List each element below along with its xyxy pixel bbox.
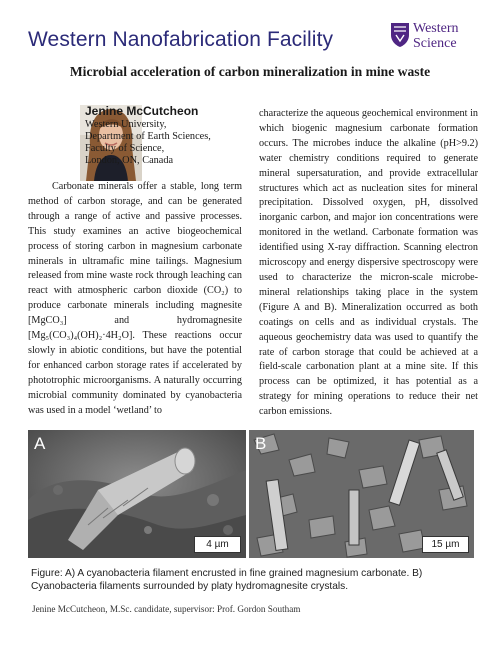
affiliation-line: Western University, <box>85 119 167 130</box>
abstract-right-column: characterize the aqueous geochemical environment in which biogenic magnesium carbonate formation occurs. The microbes induce the alkaline (pH>9.2) water chemistry conditions required to generate mineral supersaturation, and provide extracellular structures which act as nucleation sites for mineral precipitation. Dissolved oxygen, pH, dissolved inorganic carbon, and major ion concentrations were monitored in the wetland. Carbonate formation was identified using X-ray diffraction. Scanning electron microscopy and energy dispersive spectroscopy were used to characterize the micron-scale microbe-mineral relationships taking place in the system (Figure A and B). Mineralization occurred as both coatings on cells and as individual crystals. The aqueous geochemistry data was used to quantify the rate of carbon storage that could be achieved at a field-scale carbonation plant at a mine site. If this process can be optimized, it has potential as a strategy for mining operations to reduce their net carbon emissions. <box>259 108 478 418</box>
panel-label-a: A <box>34 434 46 453</box>
scale-bar-b: 15 µm <box>422 536 469 553</box>
figure-caption: Figure: A) A cyanobacteria filament encrusted in fine grained magnesium carbonate. B) Cyanobacteria filaments surrounded by platy hydromagnesite crystals. <box>31 568 423 592</box>
affiliation-line: Department of Earth Sciences, <box>85 131 211 142</box>
scale-bar-a: 4 µm <box>194 536 241 553</box>
western-science-logo <box>390 20 480 56</box>
affiliation-line: Faculty of Science, <box>85 143 165 154</box>
poster-title: Microbial acceleration of carbon mineralization in mine waste <box>69 64 431 79</box>
sem-image-panel-b <box>249 430 474 558</box>
shield-icon <box>390 22 410 48</box>
affiliation-line: London, ON, Canada <box>85 155 174 166</box>
sem-image-panel-a <box>28 430 246 558</box>
logo-text-science: Science <box>413 36 457 51</box>
logo-text-western: Western <box>413 21 459 36</box>
facility-title: Western Nanofabrication Facility <box>28 28 334 51</box>
abstract-left-column: Carbonate minerals offer a stable, long term method of carbon storage, and can be generated through a range of active and passive processes. This study examines an active biogeochemical process of storing carbon in magnesium carbonate minerals in ultramafic mine tailings. Magnesium released from mine waste rock through leaching can react with atmospheric carbon dioxide (CO₂) to produce carbonate minerals including magnesite [MgCO₃] and hydromagnesite [Mg₅(CO₃)₄(OH)₂·4H₂O]. These reactions occur slowly in abiotic conditions, but have the potential for enhanced carbon storage rates if accelerated by phototrophic microorganisms. A naturally occurring microbial community dominated by cyanobacteria was used in a model ‘wetland’ to <box>28 181 242 416</box>
author-credit: Jenine McCutcheon, M.Sc. candidate, supervisor: Prof. Gordon Southam <box>32 604 301 614</box>
author-name: Jenine McCutcheon <box>85 104 199 118</box>
panel-label-b: B <box>255 434 267 453</box>
